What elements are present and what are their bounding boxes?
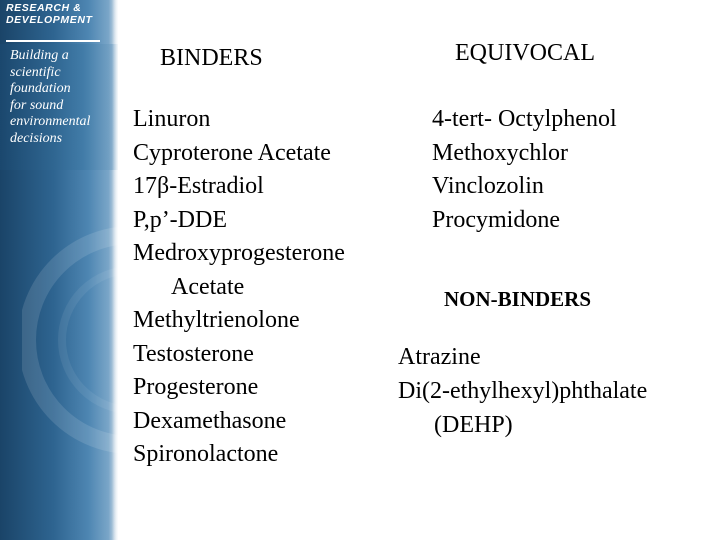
equivocal-heading: EQUIVOCAL — [455, 40, 595, 66]
list-item: Procymidone — [432, 206, 560, 233]
list-item: Cyproterone Acetate — [133, 139, 331, 166]
list-item: Di(2-ethylhexyl)phthalate — [398, 378, 648, 404]
non-binders-heading: NON-BINDERS — [444, 287, 592, 311]
list-item: Spironolactone — [133, 441, 279, 467]
list-item: Dexamethasone — [133, 407, 287, 434]
org-divider — [6, 40, 100, 42]
list-item: P,p’-DDE — [133, 206, 227, 233]
tagline-line: environmental — [10, 114, 91, 130]
list-item: Medroxyprogesterone — [133, 240, 345, 266]
sidebar-edge-fade — [112, 0, 118, 540]
list-item: Vinclozolin — [432, 173, 544, 199]
list-item: Atrazine — [398, 344, 481, 370]
watermark-logo-icon — [22, 200, 118, 500]
org-name — [6, 2, 106, 26]
list-item: Methoxychlor — [432, 139, 568, 166]
tagline-line: decisions — [10, 130, 63, 146]
tagline-line: foundation — [10, 81, 71, 97]
tagline — [10, 48, 114, 148]
list-item: Progesterone — [133, 374, 259, 400]
tagline-line: Building a — [10, 48, 69, 63]
list-item: 4-tert- Octylphenol — [432, 106, 617, 132]
non-binders-list — [398, 341, 647, 443]
org-name-line1: RESEARCH & — [6, 2, 82, 14]
equivocal-list — [432, 103, 617, 237]
binders-list — [133, 103, 345, 472]
sidebar-banner — [0, 0, 118, 540]
binders-heading: BINDERS — [160, 45, 263, 71]
list-item: Testosterone — [133, 340, 254, 367]
tagline-line: for sound — [10, 97, 64, 113]
list-item-continuation: (DEHP) — [434, 412, 513, 438]
list-item: 17β-Estradiol — [133, 173, 264, 199]
tagline-line: scientific — [10, 64, 61, 80]
list-item-continuation: Acetate — [171, 273, 245, 300]
list-item: Methyltrienolone — [133, 307, 300, 333]
org-name-line2: DEVELOPMENT — [6, 14, 93, 26]
list-item: Linuron — [133, 106, 211, 132]
